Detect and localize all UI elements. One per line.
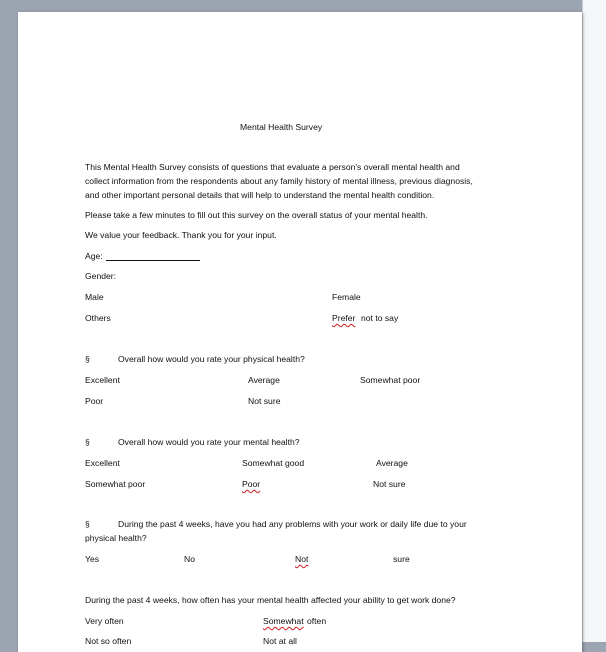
document-page [18, 12, 582, 652]
q3-question-line-1: During the past 4 weeks, have you had any problems with your work or daily life due to your [118, 519, 467, 529]
instruction-text: Please take a few minutes to fill out this survey on the overall status of your mental health. [85, 210, 428, 220]
q1-bullet: § [85, 354, 90, 364]
gender-option-prefer[interactable]: Prefer [332, 313, 356, 323]
gender-option-female[interactable]: Female [332, 292, 361, 302]
q2-option-somewhat-good[interactable]: Somewhat good [242, 458, 305, 468]
q2-question: Overall how would you rate your mental health? [118, 437, 300, 447]
q3-question-line-2: physical health? [85, 533, 147, 543]
gender-option-others[interactable]: Others [85, 313, 111, 323]
q2-option-somewhat-poor[interactable]: Somewhat poor [85, 479, 146, 489]
q3-option-not[interactable]: Not [295, 554, 309, 564]
q1-option-somewhat-poor[interactable]: Somewhat poor [360, 375, 421, 385]
q1-option-poor[interactable]: Poor [85, 396, 104, 406]
q3-bullet: § [85, 519, 90, 529]
intro-line-3: and other important personal details that will help to understand the mental health condition. [85, 190, 435, 200]
q4-question: During the past 4 weeks, how often has your mental health affected your ability to get work done? [85, 595, 456, 605]
intro-line-1: This Mental Health Survey consists of questions that evaluate a person's overall mental health and [85, 162, 460, 172]
intro-line-2: collect information from the respondents about any family history of mental illness, previous diagnosis, [85, 176, 473, 186]
right-panel-strip [582, 0, 606, 642]
age-label: Age: [85, 251, 103, 261]
q4-option-often[interactable]: often [307, 616, 327, 626]
q3-option-sure[interactable]: sure [393, 554, 410, 564]
q1-option-not-sure[interactable]: Not sure [248, 396, 281, 406]
q1-option-average[interactable]: Average [248, 375, 280, 385]
q2-option-not-sure[interactable]: Not sure [373, 479, 406, 489]
q2-option-average[interactable]: Average [376, 458, 408, 468]
gender-label: Gender: [85, 271, 117, 281]
q4-option-not-so-often[interactable]: Not so often [85, 636, 132, 646]
q2-option-excellent[interactable]: Excellent [85, 458, 120, 468]
q2-option-poor[interactable]: Poor [242, 479, 261, 489]
q1-question: Overall how would you rate your physical health? [118, 354, 305, 364]
q1-option-excellent[interactable]: Excellent [85, 375, 120, 385]
thanks-text: We value your feedback. Thank you for your input. [85, 230, 277, 240]
q4-option-somewhat[interactable]: Somewhat [263, 616, 304, 626]
q3-option-yes[interactable]: Yes [85, 554, 100, 564]
q4-option-not-at-all[interactable]: Not at all [263, 636, 297, 646]
gender-option-not-to-say[interactable]: not to say [361, 313, 399, 323]
age-input-line[interactable] [106, 260, 200, 261]
q4-option-very-often[interactable]: Very often [85, 616, 124, 626]
gender-option-male[interactable]: Male [85, 292, 104, 302]
q3-option-no[interactable]: No [184, 554, 195, 564]
page-title: Mental Health Survey [240, 122, 323, 132]
q2-bullet: § [85, 437, 90, 447]
